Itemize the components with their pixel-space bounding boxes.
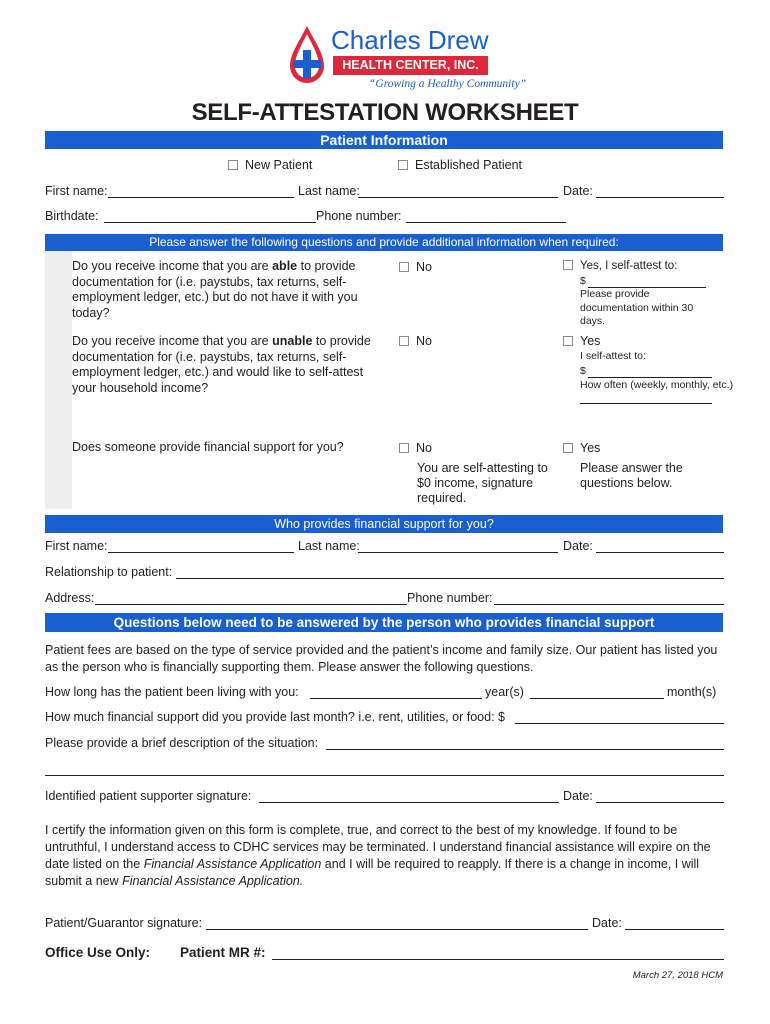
page-title: SELF-ATTESTATION WORKSHEET (191, 99, 579, 126)
q3-no-option[interactable]: No (399, 441, 432, 455)
patient-mr-field[interactable] (272, 959, 724, 960)
phone-field[interactable] (406, 222, 566, 223)
q2-dollar-label: $ (580, 365, 586, 377)
date-field[interactable] (596, 197, 724, 198)
supporter-first-name-label: First name: (45, 539, 108, 553)
q2-yes-option[interactable]: Yes (563, 334, 600, 348)
q2-amount-field[interactable] (588, 377, 712, 378)
checkbox[interactable] (398, 160, 408, 170)
guarantor-signature-label: Patient/Guarantor signature: (45, 916, 203, 930)
q3-no-note: You are self-attesting to $0 income, signature required. (417, 461, 548, 505)
supporter-last-name-label: Last name: (298, 539, 360, 553)
address-label: Address: (45, 591, 95, 605)
logo-subname: HEALTH CENTER, INC. (333, 56, 488, 75)
describe-field[interactable] (326, 749, 724, 750)
first-name-field[interactable] (108, 197, 294, 198)
years-label: year(s) (485, 685, 524, 699)
q1-yes-option[interactable]: Yes, I self-attest to: (563, 260, 677, 272)
q2-no-option[interactable]: No (399, 334, 432, 348)
address-field[interactable] (95, 604, 407, 605)
q1-dollar-label: $ (580, 275, 586, 287)
supporter-signature-date-label: Date: (563, 789, 593, 803)
how-long-months-field[interactable] (530, 698, 664, 699)
q2-attest-label: I self-attest to: (580, 350, 646, 362)
guarantor-date-label: Date: (592, 916, 622, 930)
last-name-label: Last name: (298, 184, 360, 198)
patient-mr-label: Patient MR #: (180, 945, 266, 960)
guarantor-signature-field[interactable] (206, 929, 588, 930)
supporter-signature-date-field[interactable] (596, 802, 724, 803)
first-name-label: First name: (45, 184, 108, 198)
birthdate-label: Birthdate: (45, 209, 99, 223)
checkbox[interactable] (563, 260, 573, 270)
describe-label: Please provide a brief description of the situation: (45, 736, 319, 750)
q1-text: Do you receive income that you are able to provide documentation for (i.e. paystubs, tax returns, self-employment ledger, etc.) but do not have it with you today? (72, 259, 358, 320)
phone-label: Phone number: (316, 209, 402, 223)
certify-statement: I certify the information given on this form is complete, true, and correct to the best of my knowledge. If found to be untruthful, I understand access to CDHC services may be terminated. I understand financial assistance will expire on the date listed on the Financial Assistance Application and I will be required to reapply. If there is a change in income, I will submit a new Financial Assistance Application. (45, 823, 711, 888)
supporter-first-name-field[interactable] (108, 552, 294, 553)
how-much-label: How much financial support did you provide last month? i.e. rent, utilities, or food: $ (45, 710, 505, 724)
q2-how-often-field[interactable] (580, 403, 712, 404)
checkbox[interactable] (563, 336, 573, 346)
supporter-last-name-field[interactable] (358, 552, 558, 553)
q1-note: Please provide documentation within 30 days. (580, 288, 694, 327)
q3-yes-note: Please answer the questions below. (580, 461, 683, 490)
supporter-phone-label: Phone number: (407, 591, 493, 605)
birthdate-field[interactable] (104, 222, 316, 223)
logo-name: Charles Drew (331, 25, 489, 55)
relationship-field[interactable] (176, 578, 724, 579)
q2-how-often-label: How often (weekly, monthly, etc.) (580, 379, 734, 391)
checkbox[interactable] (399, 262, 409, 272)
supporter-phone-field[interactable] (494, 604, 724, 605)
describe-field-line-2[interactable] (45, 775, 724, 776)
checkbox[interactable] (399, 443, 409, 453)
guarantor-date-field[interactable] (625, 929, 724, 930)
new-patient-option[interactable]: New Patient (228, 158, 312, 172)
months-label: month(s) (667, 685, 717, 699)
supporter-signature-label: Identified patient supporter signature: (45, 789, 252, 803)
logo (283, 22, 527, 94)
relationship-label: Relationship to patient: (45, 565, 173, 579)
last-name-field[interactable] (358, 197, 558, 198)
how-much-field[interactable] (515, 723, 724, 724)
established-patient-option[interactable]: Established Patient (398, 158, 522, 172)
logo-drop-icon (287, 24, 327, 86)
date-label: Date: (563, 184, 593, 198)
footer-date: March 27, 2018 HCM (632, 970, 723, 981)
how-long-years-field[interactable] (310, 698, 482, 699)
logo-tagline: “Growing a Healthy Community” (369, 78, 527, 90)
supporter-questions-header: Questions below need to be answered by the person who provides financial support (45, 613, 723, 632)
q3-text: Does someone provide financial support for you? (72, 440, 344, 454)
questions-header: Please answer the following questions and provide additional information when required: (45, 234, 723, 251)
supporter-date-label: Date: (563, 539, 593, 553)
patient-info-header: Patient Information (45, 131, 723, 149)
checkbox[interactable] (228, 160, 238, 170)
supporter-intro: Patient fees are based on the type of service provided and the patient’s income and family size. Our patient has listed you as the person who is financially supporting them. Please answer the following questions. (45, 643, 718, 674)
supporter-header: Who provides financial support for you? (45, 515, 723, 533)
checkbox[interactable] (399, 336, 409, 346)
q1-no-option[interactable]: No (399, 260, 432, 274)
supporter-date-field[interactable] (596, 552, 724, 553)
q2-text: Do you receive income that you are unable to provide documentation for (i.e. paystubs, tax returns, self-employment ledger, etc.) and would like to self-attest your household income? (72, 334, 371, 395)
supporter-signature-field[interactable] (259, 802, 559, 803)
how-long-label: How long has the patient been living with you: (45, 685, 299, 699)
questions-shade (45, 251, 72, 509)
office-use-label: Office Use Only: (45, 945, 151, 960)
q3-yes-option[interactable]: Yes (563, 441, 600, 455)
checkbox[interactable] (563, 443, 573, 453)
